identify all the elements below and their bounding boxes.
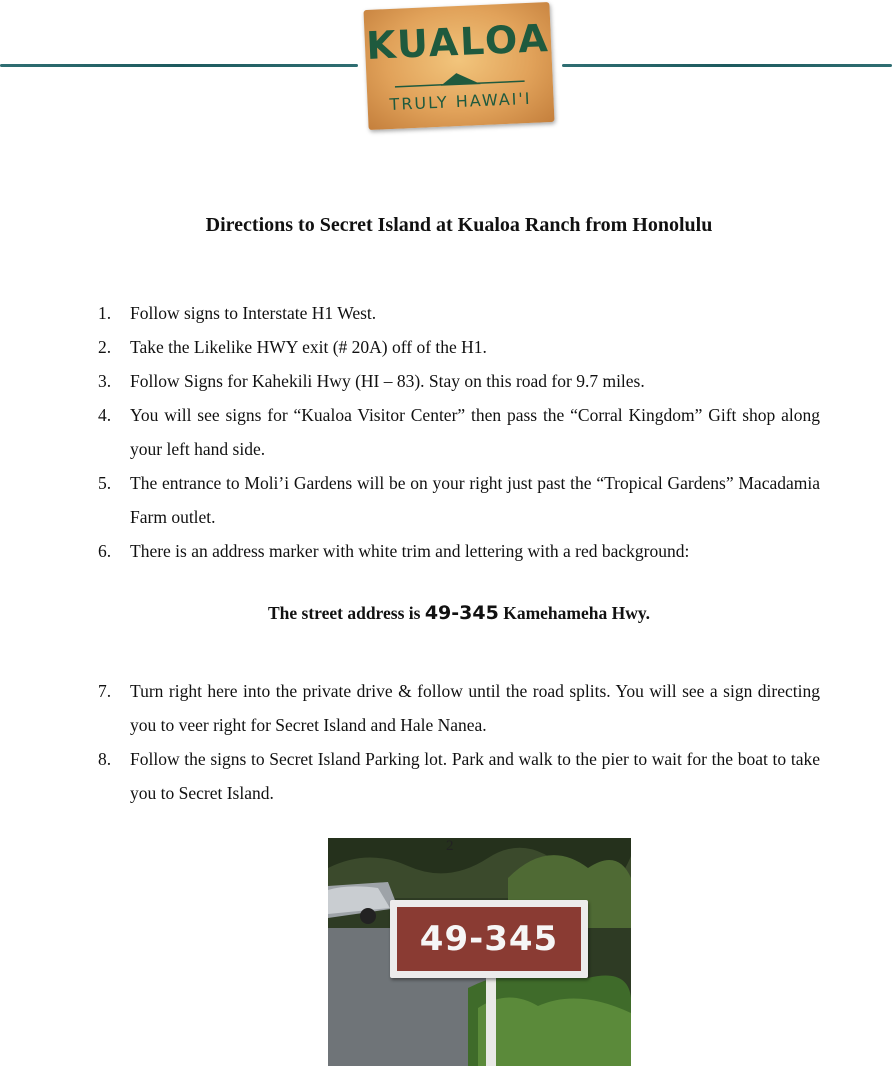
address-sign-text: 49-345 [419,919,559,959]
step-5: 5. The entrance to Moli’i Gardens will be on your right just past the “Tropical Gardens” Macadamia Farm outlet. [98,473,820,527]
step-3: 3. Follow Signs for Kahekili Hwy (HI – 83). Stay on this road for 9.7 miles. [98,371,645,391]
address-sign-panel [397,907,581,971]
address-prefix: The street address is [267,603,421,623]
address-number: 49-345 [424,602,499,624]
logo-tagline: TRULY HAWAI'I [389,88,532,115]
step-7: 7. Turn right here into the private drive & follow until the road splits. You will see a sign directing you to veer right for Secret Island and Hale Nanea. [98,681,820,735]
step-1: 1. Follow signs to Interstate H1 West. [98,303,377,323]
mountain-icon [394,67,525,91]
header-rule-right [562,64,892,67]
step-8: 8. Follow the signs to Secret Island Parking lot. Park and walk to the pier to wait for the boat to take you to Secret Island. [98,749,820,803]
photo-caption: 2 [446,838,454,854]
street-address [0,602,892,624]
step-2: 2. Take the Likelike HWY exit (# 20A) off of the H1. [98,337,487,357]
address-sign-photo [328,838,631,1066]
address-street: Kamehameha Hwy. [503,603,651,623]
kualoa-logo [363,2,554,130]
step-6: 6. There is an address marker with white trim and lettering with a red background: [98,541,690,561]
step-4: 4. You will see signs for “Kualoa Visitor Center” then pass the “Corral Kingdom” Gift shop along your left hand side. [98,405,820,459]
header-rule-left [0,64,358,67]
directions-list-part2 [96,674,820,810]
address-sign [390,900,588,978]
logo-brand: KUALOA [365,16,551,69]
page-title: Directions to Secret Island at Kualoa Ranch from Honolulu [205,214,713,236]
directions-list-part1 [96,296,820,568]
